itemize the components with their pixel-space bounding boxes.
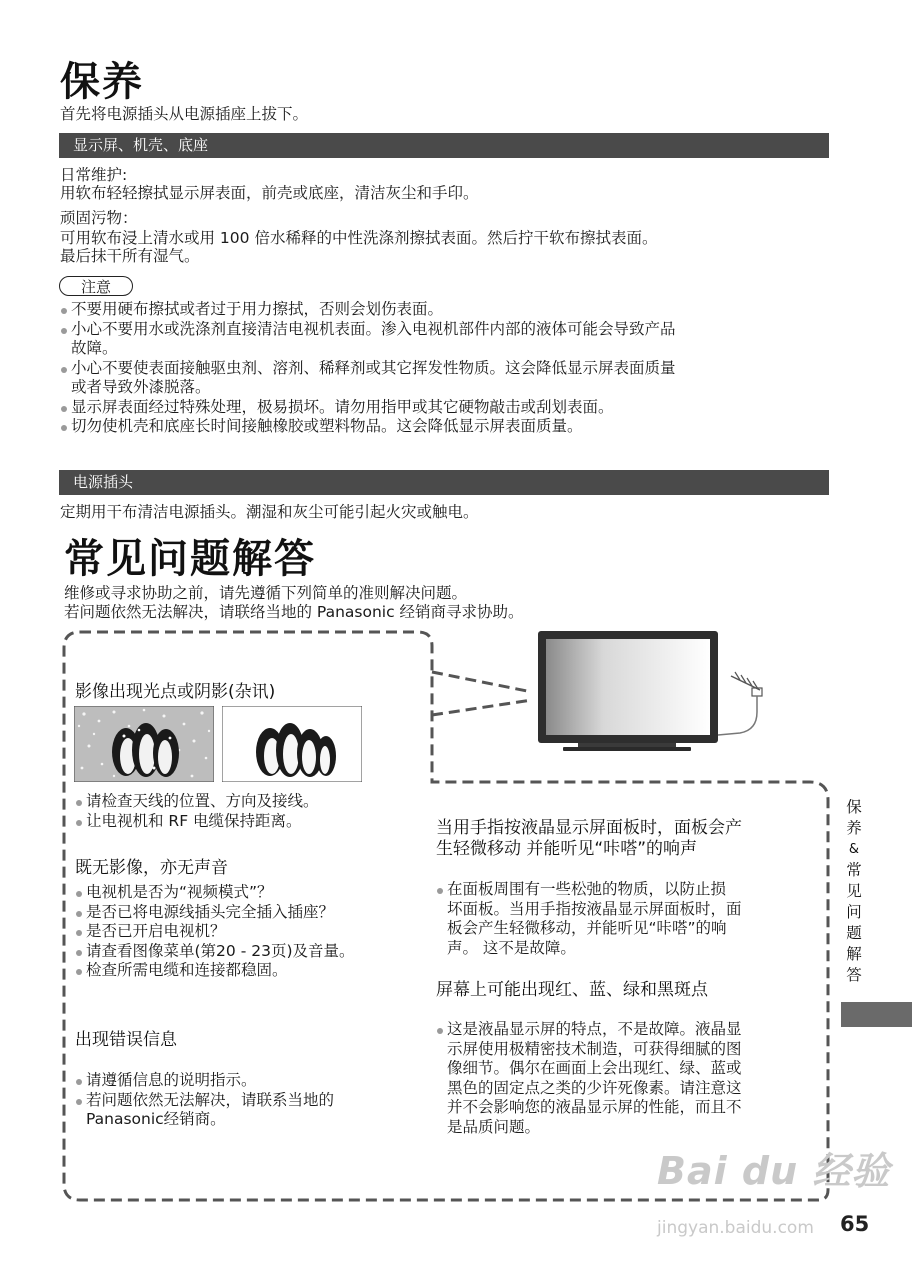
section-bar-screen-cabinet: 显示屏、机壳、底座 [59,133,829,158]
list-item: 在面板周围有一些松弛的物质，以防止损 坏面板。当用手指按液晶显示屏面板时，面 板会产生轻微移动，并能听见“咔嗒”的响 声。 这不是故障。 [436,880,742,958]
callout-line-bottom [432,700,532,715]
page-number: 65 [840,1212,870,1236]
faq-q1-list [75,792,319,831]
list-item: 请检查天线的位置、方向及接线。 [75,792,319,812]
list-item: 是否已开启电视机？ [75,922,355,942]
faq-q5-list [436,1020,742,1137]
clear-image-illustration [222,706,362,782]
side-tab-char: 答 [846,966,862,984]
side-tab-char: 常 [846,861,862,879]
stubborn-dirt-text-1: 可用软布浸上清水或用 100 倍水稀释的中性洗涤剂擦拭表面。然后拧干软布擦拭表面。 [60,229,658,247]
faq-title: 常见问题解答 [64,536,316,582]
caution-badge: 注意 [59,276,133,296]
side-tab-marker [841,1002,912,1027]
list-item: 让电视机和 RF 电缆保持距离。 [75,812,319,832]
faq-q5-title: 屏幕上可能出现红、蓝、绿和黑斑点 [436,980,708,1000]
list-item: 请遵循信息的说明指示。 [75,1071,334,1091]
caution-item: 不要用硬布擦拭或者过于用力擦拭，否则会划伤表面。 [60,300,676,320]
maintenance-intro: 首先将电源插头从电源插座上拔下。 [60,105,309,123]
side-tab-char: 题 [846,924,862,942]
penguins-noisy [112,723,179,777]
caution-item: 切勿使机壳和底座长时间接触橡胶或塑料物品。这会降低显示屏表面质量。 [60,417,676,437]
faq-q1-title: 影像出现光点或阴影(杂讯) [75,682,276,702]
faq-q2-title: 既无影像，亦无声音 [75,858,228,878]
maintenance-title: 保养 [60,59,144,105]
callout-line-top [432,672,532,692]
faq-intro-2: 若问题依然无法解决，请联络当地的 Panasonic 经销商寻求协助。 [64,603,524,621]
list-item: 请查看图像菜单(第20 - 23页)及音量。 [75,942,355,962]
side-tab-char: 解 [846,945,862,963]
list-item: 是否已将电源线插头完全插入插座？ [75,903,355,923]
side-tab-char: 养 [846,819,862,837]
tv-illustration [538,631,762,751]
faq-q4-list [436,880,742,958]
daily-care-text: 用软布轻轻擦拭显示屏表面，前壳或底座，清洁灰尘和手印。 [60,184,479,202]
faq-intro-1: 维修或寻求协助之前，请先遵循下列简单的准则解决问题。 [64,584,468,602]
faq-q2-list [75,883,355,981]
faq-q4-title-line2: 生轻微移动 并能听见“咔嗒”的响声 [436,839,698,859]
side-tab-label [843,797,865,986]
caution-item: 小心不要使表面接触驱虫剂、溶剂、稀释剂或其它挥发性物质。这会降低显示屏表面质量 或者导致外漆脱落。 [60,359,676,398]
list-item: 检查所需电缆和连接都稳固。 [75,961,355,981]
faq-q3-title: 出现错误信息 [75,1030,177,1050]
list-item: 电视机是否为“视频模式”？ [75,883,355,903]
side-tab-char: & [848,842,860,857]
faq-q4-title-line1: 当用手指按液晶显示屏面板时，面板会产 [436,818,742,838]
faq-q3-list [75,1071,334,1130]
side-tab-char: 保 [846,798,862,816]
watermark-logo: Bai du 经验 [657,1149,891,1193]
watermark-url: jingyan.baidu.com [657,1218,814,1238]
side-tab-char: 问 [846,903,862,921]
caution-item: 小心不要用水或洗涤剂直接清洁电视机表面。渗入电视机部件内部的液体可能会导致产品 故障。 [60,320,676,359]
list-item: 这是液晶显示屏的特点，不是故障。液晶显 示屏使用极精密技术制造，可获得细腻的图 像细节。偶尔在画面上会出现红、绿、蓝或 黑色的固定点之类的少许死像素。请注意这 并不会影响您的液晶显示屏的性能，而且不 是品质问题。 [436,1020,742,1137]
list-item: 若问题依然无法解决，请联系当地的 Panasonic经销商。 [75,1091,334,1130]
power-plug-text: 定期用干布清洁电源插头。潮湿和灰尘可能引起火灾或触电。 [60,503,479,521]
side-tab-char: 见 [846,882,862,900]
noisy-image-illustration [74,706,214,782]
stubborn-dirt-label: 顽固污物： [60,209,138,227]
stubborn-dirt-text-2: 最后抹干所有湿气。 [60,247,200,265]
section-bar-power-plug: 电源插头 [59,470,829,495]
daily-care-label: 日常维护: [60,166,128,184]
caution-item: 显示屏表面经过特殊处理，极易损坏。请勿用指甲或其它硬物敲击或刮划表面。 [60,398,676,418]
